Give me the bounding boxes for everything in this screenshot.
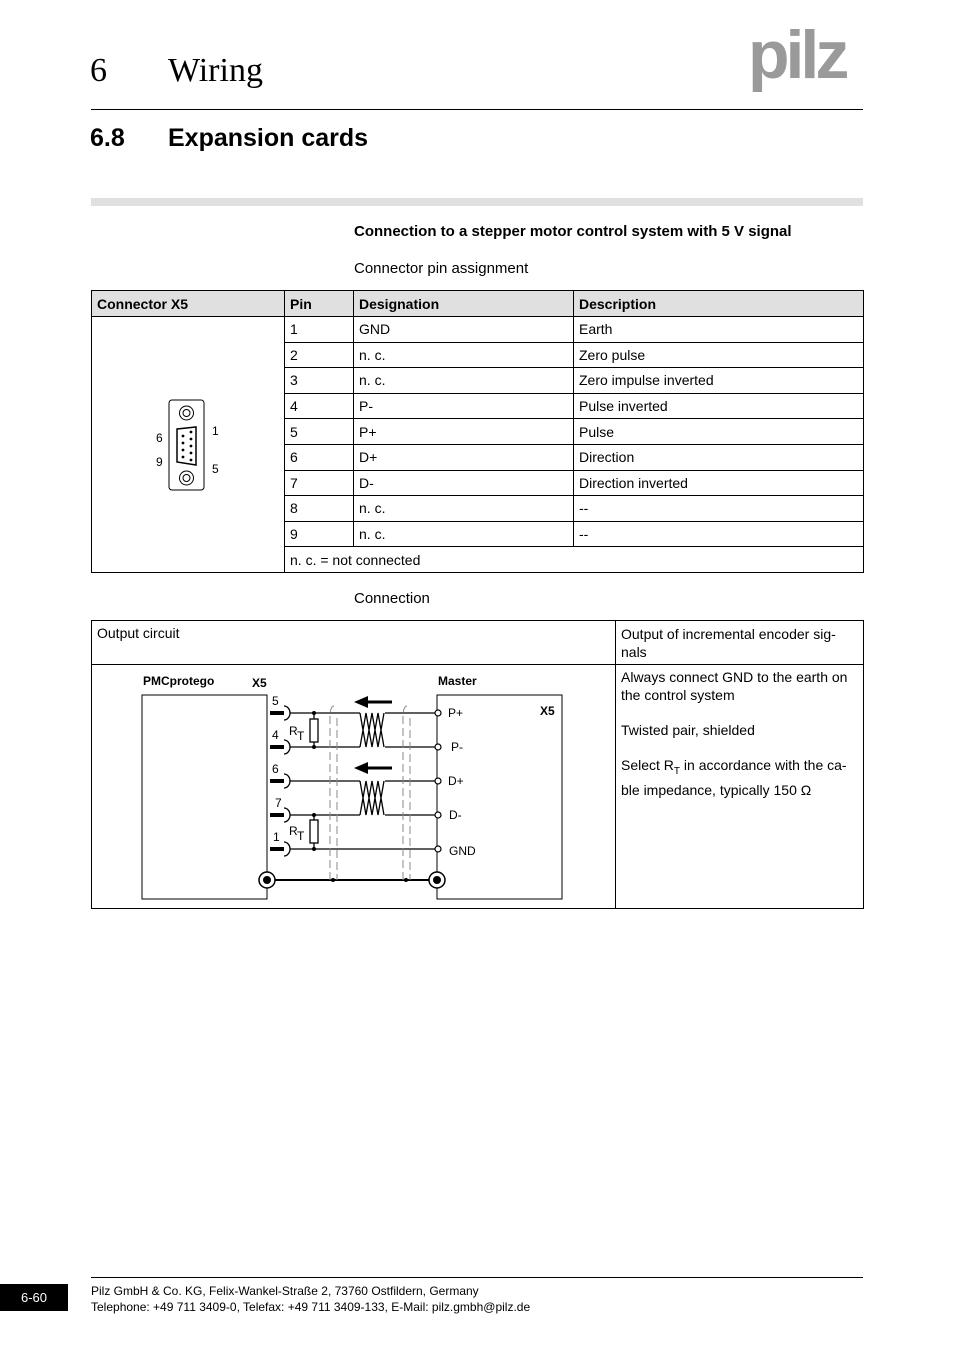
svg-text:6: 6 bbox=[156, 431, 163, 445]
description: Direction inverted bbox=[574, 470, 864, 496]
connection-caption: Connection bbox=[354, 590, 430, 607]
output-circuit-header: Output circuit bbox=[97, 625, 180, 641]
connection-table bbox=[91, 620, 864, 909]
svg-text:X5: X5 bbox=[252, 676, 267, 690]
note-rt-sub: T bbox=[673, 765, 681, 777]
section-title: Expansion cards bbox=[168, 124, 369, 152]
svg-text:T: T bbox=[297, 829, 305, 843]
designation: P+ bbox=[354, 419, 574, 445]
description: Zero pulse bbox=[574, 342, 864, 368]
pin: 9 bbox=[285, 521, 354, 547]
col-description: Description bbox=[574, 291, 864, 317]
svg-text:D+: D+ bbox=[448, 774, 464, 788]
svg-text:5: 5 bbox=[212, 462, 219, 476]
pilz-logo bbox=[748, 28, 864, 94]
svg-text:Master: Master bbox=[438, 674, 477, 688]
designation: n. c. bbox=[354, 496, 574, 522]
col-pin: Pin bbox=[285, 291, 354, 317]
note-twisted: Twisted pair, shielded bbox=[621, 722, 755, 738]
pin-caption: Connector pin assignment bbox=[354, 260, 529, 277]
pin: 1 bbox=[285, 317, 354, 343]
svg-text:PMCprotego: PMCprotego bbox=[143, 674, 215, 688]
svg-text:1: 1 bbox=[273, 830, 280, 844]
svg-text:4: 4 bbox=[272, 728, 279, 742]
designation: n. c. bbox=[354, 342, 574, 368]
pin: 8 bbox=[285, 496, 354, 522]
description: Direction bbox=[574, 444, 864, 470]
svg-text:GND: GND bbox=[449, 844, 476, 858]
pin: 6 bbox=[285, 444, 354, 470]
svg-text:D-: D- bbox=[449, 808, 462, 822]
svg-text:R: R bbox=[289, 724, 298, 738]
note-rt bbox=[621, 756, 859, 799]
page-number: 6-60 bbox=[0, 1284, 68, 1311]
footer-rule bbox=[91, 1277, 863, 1278]
svg-text:6: 6 bbox=[272, 762, 279, 776]
description: -- bbox=[574, 521, 864, 547]
footer-address bbox=[91, 1283, 530, 1315]
connector-cell bbox=[92, 317, 285, 573]
footer-line2: Telephone: +49 711 3409-0, Telefax: +49 711 3409-133, E-Mail: pilz.gmbh@pilz.de bbox=[91, 1300, 531, 1314]
designation: n. c. bbox=[354, 368, 574, 394]
note-rt-pre: Select R bbox=[621, 757, 674, 773]
designation: GND bbox=[354, 317, 574, 343]
designation: n. c. bbox=[354, 521, 574, 547]
svg-text:P-: P- bbox=[451, 740, 463, 754]
pin-table bbox=[91, 290, 864, 573]
pin: 3 bbox=[285, 368, 354, 394]
header-rule bbox=[91, 109, 863, 110]
description: Earth bbox=[574, 317, 864, 343]
chapter-title: Wiring bbox=[168, 52, 263, 89]
subheading: Connection to a stepper motor control system with 5 V signal bbox=[354, 223, 792, 240]
col-connector: Connector X5 bbox=[92, 291, 285, 317]
footnote: n. c. = not connected bbox=[285, 547, 864, 573]
footer-line1: Pilz GmbH & Co. KG, Felix-Wankel-Straße 2, 73760 Ostfildern, Germany bbox=[91, 1284, 479, 1298]
note-rt-post: in accordance with the ca-ble impedance, typically 150 Ω bbox=[621, 757, 847, 798]
col-designation: Designation bbox=[354, 291, 574, 317]
note-gnd: Always connect GND to the earth on the control system bbox=[621, 669, 848, 703]
pin: 4 bbox=[285, 393, 354, 419]
designation: P- bbox=[354, 393, 574, 419]
encoder-header: Output of incremental encoder sig-nals bbox=[621, 626, 836, 660]
description: Zero impulse inverted bbox=[574, 368, 864, 394]
svg-text:pilz: pilz bbox=[748, 28, 846, 93]
notes bbox=[621, 668, 859, 799]
section-number: 6.8 bbox=[90, 124, 125, 152]
svg-text:R: R bbox=[289, 824, 298, 838]
description: Pulse inverted bbox=[574, 393, 864, 419]
svg-text:X5: X5 bbox=[540, 704, 555, 718]
description: -- bbox=[574, 496, 864, 522]
pin: 2 bbox=[285, 342, 354, 368]
svg-text:P+: P+ bbox=[448, 706, 464, 720]
table-header bbox=[92, 291, 864, 317]
table-row bbox=[92, 317, 864, 343]
svg-text:1: 1 bbox=[212, 424, 219, 438]
designation: D+ bbox=[354, 444, 574, 470]
svg-text:9: 9 bbox=[156, 455, 163, 469]
section-bar bbox=[91, 198, 863, 206]
pin: 7 bbox=[285, 470, 354, 496]
svg-text:T: T bbox=[297, 729, 305, 743]
chapter-number: 6 bbox=[90, 52, 107, 89]
row-divider bbox=[92, 664, 863, 665]
db9-connector-icon bbox=[142, 399, 222, 494]
svg-text:7: 7 bbox=[275, 796, 282, 810]
svg-text:5: 5 bbox=[272, 694, 279, 708]
pin: 5 bbox=[285, 419, 354, 445]
description: Pulse bbox=[574, 419, 864, 445]
designation: D- bbox=[354, 470, 574, 496]
